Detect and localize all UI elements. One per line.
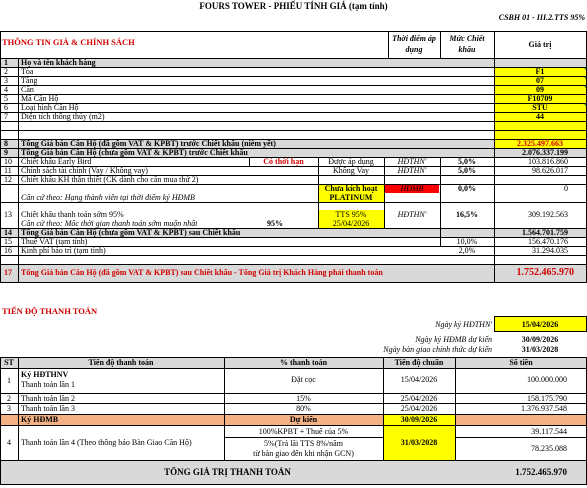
payment-4-pct-a: 100%KPBT + Thuế của 5% (258, 428, 349, 436)
row-label-price-excl-vat: Tổng Giá bán Căn Hộ (chưa gồm VAT & KPBT) trước Chiết khấu (21, 149, 248, 157)
payment-4-amount-b: 78.235.088 (531, 445, 567, 453)
row-label-unit: Căn (21, 86, 34, 94)
col-header-value: Giá trị (528, 40, 552, 49)
row-number: 14 (4, 229, 12, 237)
doc-financing: HĐTHN' (397, 167, 427, 175)
payment-3-label: Thanh toán lần 3 (21, 405, 75, 413)
value-early-payment: 309.192.563 (528, 211, 568, 219)
row-number: 7 (4, 113, 8, 121)
status-early-payment[interactable]: TTS 95% (335, 211, 367, 219)
col-header-date: Tiến độ chuẩn (394, 359, 444, 367)
row-label-vat: Thuế VAT (tạm tính) (21, 238, 88, 246)
row-label-early-payment: Chiết khấu thanh toán sớm 95% (21, 211, 124, 219)
row-number: 1 (7, 377, 11, 385)
row-number: 15 (4, 238, 12, 246)
row-number: 8 (4, 140, 8, 148)
payment-4-amount-a: 39.117.544 (531, 428, 567, 436)
row-number: 12 (4, 176, 12, 184)
value-loyal-customer: 0 (564, 185, 568, 193)
payment-2-amount: 158.175.790 (527, 395, 567, 403)
rate-vat: 10,0% (456, 238, 478, 246)
rate-early-payment: 16,5% (456, 211, 478, 219)
rate-maintenance: 2,0% (458, 247, 476, 255)
row-number: 10 (4, 158, 12, 166)
value-area: 44 (536, 113, 544, 121)
membership-tier[interactable]: PLATINUM (329, 194, 373, 202)
row-label-price-after-discount: Tổng Giá bán Căn Hộ (chưa gồm VAT & KPBT) sau Chiết khấu (21, 229, 241, 237)
status-financing[interactable]: Không Vay (332, 167, 370, 175)
row-number: 17 (4, 269, 12, 277)
row-number: 13 (4, 211, 12, 219)
date-hdmb: 30/09/2026 (521, 335, 559, 344)
row-number: 3 (4, 77, 8, 85)
col-header-st: ST (4, 359, 14, 367)
payment-4-pct-b2: từ bàn giao đến khi nhận GCN) (253, 450, 354, 458)
value-floor[interactable]: 07 (536, 77, 544, 85)
doc-loyal-customer: HĐMB (400, 185, 424, 193)
row-number: 2 (7, 395, 11, 403)
row-number: 5 (4, 95, 8, 103)
rate-financing: 5,0% (458, 167, 476, 175)
row-number: 1 (4, 59, 8, 67)
payment-3-amount: 1.376.937.548 (521, 405, 567, 413)
group-hdthnv: Ký HĐTHNV (21, 371, 69, 379)
payment-3-pct: 80% (296, 405, 311, 413)
value-price-after-discount: 1.564.701.759 (522, 229, 568, 237)
row-number: 9 (4, 149, 8, 157)
doc-early-payment: HĐTHN' (397, 211, 427, 219)
row-label-listed-price: Tổng Giá bán Căn Hộ (đã gồm VAT & KPBT) trước Chiết khấu (niêm yết) (21, 140, 276, 148)
value-unit-type: STU (532, 104, 548, 112)
form-code: CSBH 01 - III.2.TTS 95% (498, 13, 585, 22)
payment-2-date: 25/04/2026 (400, 395, 438, 403)
row-number: 4 (7, 439, 11, 447)
payment-section-title: TIẾN ĐỘ THANH TOÁN (2, 306, 98, 316)
row-number: 3 (7, 405, 11, 413)
row-number: 6 (4, 104, 8, 112)
row-note-early-payment: Căn cứ theo: Mốc thời gian thanh toán sớm muộn nhất (21, 220, 198, 228)
early-payment-date[interactable]: 25/04/2026 (332, 220, 370, 228)
page-title: FOURS TOWER - PHIẾU TÍNH GIÁ (tạm tính) (199, 1, 388, 11)
payment-2-label: Thanh toán lần 2 (21, 395, 75, 403)
col-header-pct: % thanh toán (279, 359, 328, 367)
row-number: 2 (4, 68, 8, 76)
value-unit[interactable]: 09 (536, 86, 544, 94)
payment-4-label: Thanh toán lần 4 (Theo thông báo Bàn Giao Căn Hộ) (21, 439, 192, 447)
payment-4-date: 31/03/2028 (400, 439, 438, 447)
payment-1-date: 15/04/2026 (400, 376, 438, 384)
date-hdthn[interactable]: 15/04/2026 (521, 320, 559, 329)
row-number: 16 (4, 247, 12, 255)
row-label-early-bird: Chiết khấu Early Bird (21, 158, 92, 166)
row-label-customer-name: Họ và tên khách hàng (21, 59, 96, 67)
hdmb-label: Ký HĐMB (21, 416, 59, 424)
col-header-amount: Số tiền (509, 359, 533, 367)
value-unit-code: F10709 (527, 95, 553, 103)
doc-early-bird: HĐTHN' (397, 158, 427, 166)
row-label-area: Diện tích thông thủy (m2) (21, 113, 105, 121)
row-label-unit-type: Loại hình Căn Hộ (21, 104, 79, 112)
payment-2-pct: 15% (296, 395, 311, 403)
value-listed-price: 2.325.497.663 (517, 140, 563, 148)
row-number: 11 (4, 167, 12, 175)
value-early-bird: 103.816.860 (528, 158, 568, 166)
row-label-unit-code: Mã Căn Hộ (21, 95, 59, 103)
hdmb-status: Dự kiến (289, 416, 318, 424)
rate-early-bird: 5,0% (458, 158, 476, 166)
value-tower[interactable]: F1 (535, 68, 545, 76)
col-header-rate: Mức Chiết khấu (449, 34, 485, 54)
row-label-total-payable: Tổng Giá bán Căn Hộ (đã gồm VAT & KPBT) sau Chiết khấu - Tổng Giá trị Khách Hàng phải thanh toán (21, 269, 383, 277)
row-label-tower: Tòa (21, 68, 34, 76)
value-financing: 98.626.017 (532, 167, 568, 175)
payment-1-pct: Đặt cọc (291, 376, 316, 384)
row-label-floor: Tầng (21, 77, 38, 85)
row-label-maintenance: Kinh phí bảo trì (tạm tính) (21, 247, 106, 255)
col-header-time: Thời điểm áp dụng (392, 34, 436, 54)
col-header-progress: Tiến độ thanh toán (88, 359, 154, 367)
payment-3-date: 25/04/2026 (400, 405, 438, 413)
value-price-excl-vat: 2.076.337.199 (522, 149, 568, 157)
row-number: 4 (4, 86, 8, 94)
hdmb-date: 30/09/2026 (400, 416, 438, 424)
value-vat: 156.470.176 (528, 238, 568, 246)
status-loyal-customer: Chưa kích hoạt (324, 185, 378, 193)
row-label-financing: Chính sách tài chính (Vay / Không vay) (21, 167, 148, 175)
row-label-loyal-customer: Chiết khấu KH thân thiết (CK dành cho căn mua thứ 2) (21, 176, 199, 184)
rate-loyal-customer: 0,0% (458, 185, 476, 193)
status-early-bird: Được áp dụng (328, 158, 374, 166)
date-hdthn-label: Ngày ký HĐTHN' (435, 320, 492, 329)
value-maintenance: 31.294.035 (532, 247, 568, 255)
date-handover: 31/03/2028 (521, 345, 559, 354)
payment-4-pct-b1: 5%(Trả lãi TTS 8%/năm (264, 440, 343, 448)
row-note-membership: Căn cứ theo: Hạng thành viên tại thời điểm ký HĐMB (21, 194, 195, 202)
pricing-section-title: THÔNG TIN GIÁ & CHÍNH SÁCH (2, 37, 135, 47)
deadline-badge: Có thời hạn (263, 158, 304, 166)
value-total-payable: 1.752.465.970 (516, 267, 574, 278)
total-value: 1.752.465.970 (515, 467, 567, 477)
payment-1-amount: 100.000.000 (527, 376, 567, 384)
early-payment-pct: 95% (267, 220, 283, 228)
total-label: TỔNG GIÁ TRỊ THANH TOÁN (164, 467, 291, 477)
date-hdmb-label: Ngày ký HĐMB dự kiến (415, 335, 492, 344)
date-handover-label: Ngày bàn giao chính thức dự kiến (383, 345, 492, 354)
payment-1-label: Thanh toán lần 1 (21, 381, 75, 389)
